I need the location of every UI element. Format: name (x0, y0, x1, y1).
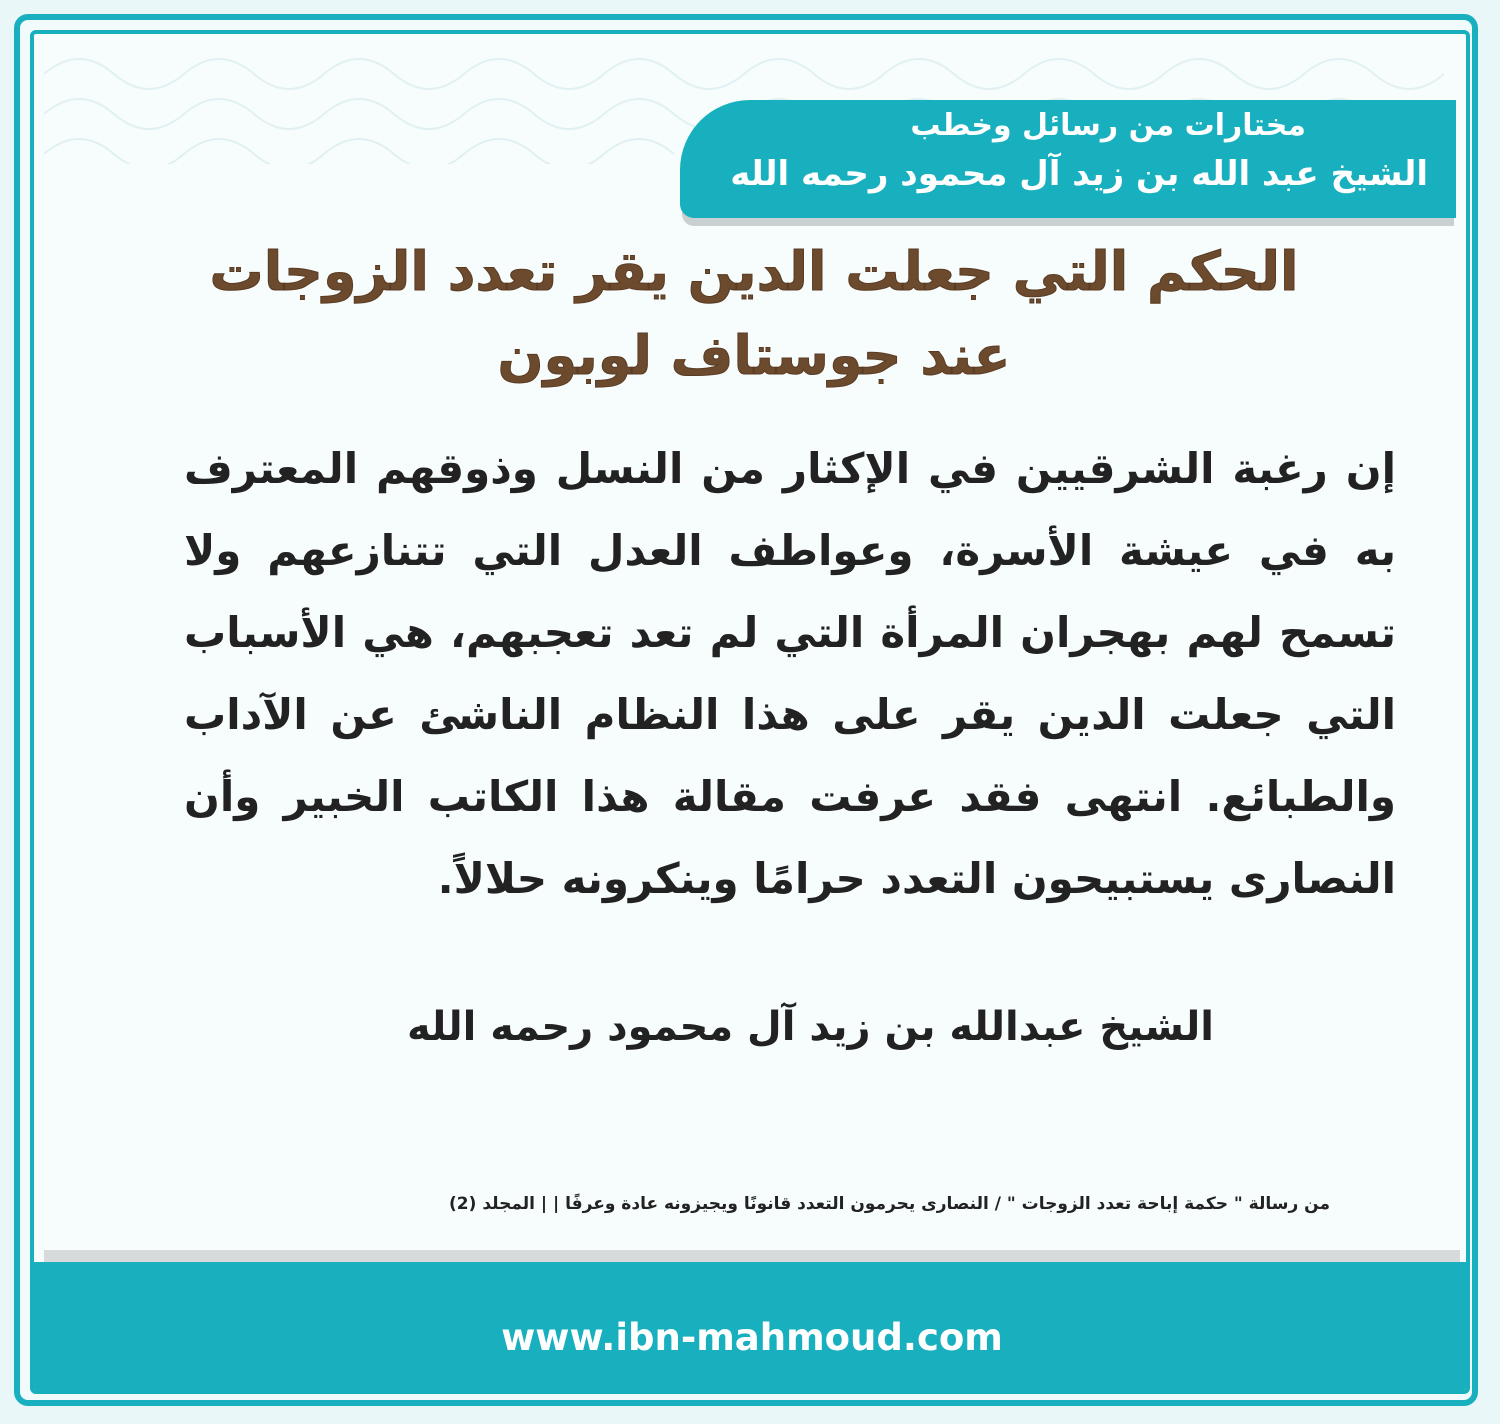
author-signature: الشيخ عبدالله بن زيد آل محمود رحمه الله (407, 1004, 1214, 1050)
footer-banner (34, 1262, 1470, 1394)
header-banner (680, 100, 1456, 218)
page-title (134, 230, 1374, 398)
quote-paragraph: إن رغبة الشرقيين في الإكثار من النسل وذوقهم المعترف به في عيشة الأسرة، وعواطف العدل التي تتنازعهم ولا تسمح لهم بهجران المرأة التي لم تعد تعجبهم، هي الأسباب التي جعلت الدين يقر على هذا النظام الناشئ عن الآداب والطبائع. انتهى فقد عرفت مقالة هذا الكاتب الخبير وأن النصارى يستبيحون التعدد حرامًا وينكرونه حلالاً. (184, 444, 1396, 903)
source-citation: من رسالة " حكمة إباحة تعدد الزوجات " / النصارى يحرمون التعدد قانونًا ويجيزونه عادة وعرفًا | | المجلد (2) (449, 1194, 1330, 1214)
header-author: الشيخ عبد الله بن زيد آل محمود رحمه الله (730, 154, 1428, 194)
card (30, 30, 1470, 1394)
title-line-2: عند جوستاف لوبون (497, 324, 1011, 387)
header-subtitle: مختارات من رسائل وخطب (910, 108, 1306, 143)
title-line-1: الحكم التي جعلت الدين يقر تعدد الزوجات (209, 240, 1299, 303)
website-link[interactable]: www.ibn-mahmoud.com (501, 1316, 1003, 1359)
